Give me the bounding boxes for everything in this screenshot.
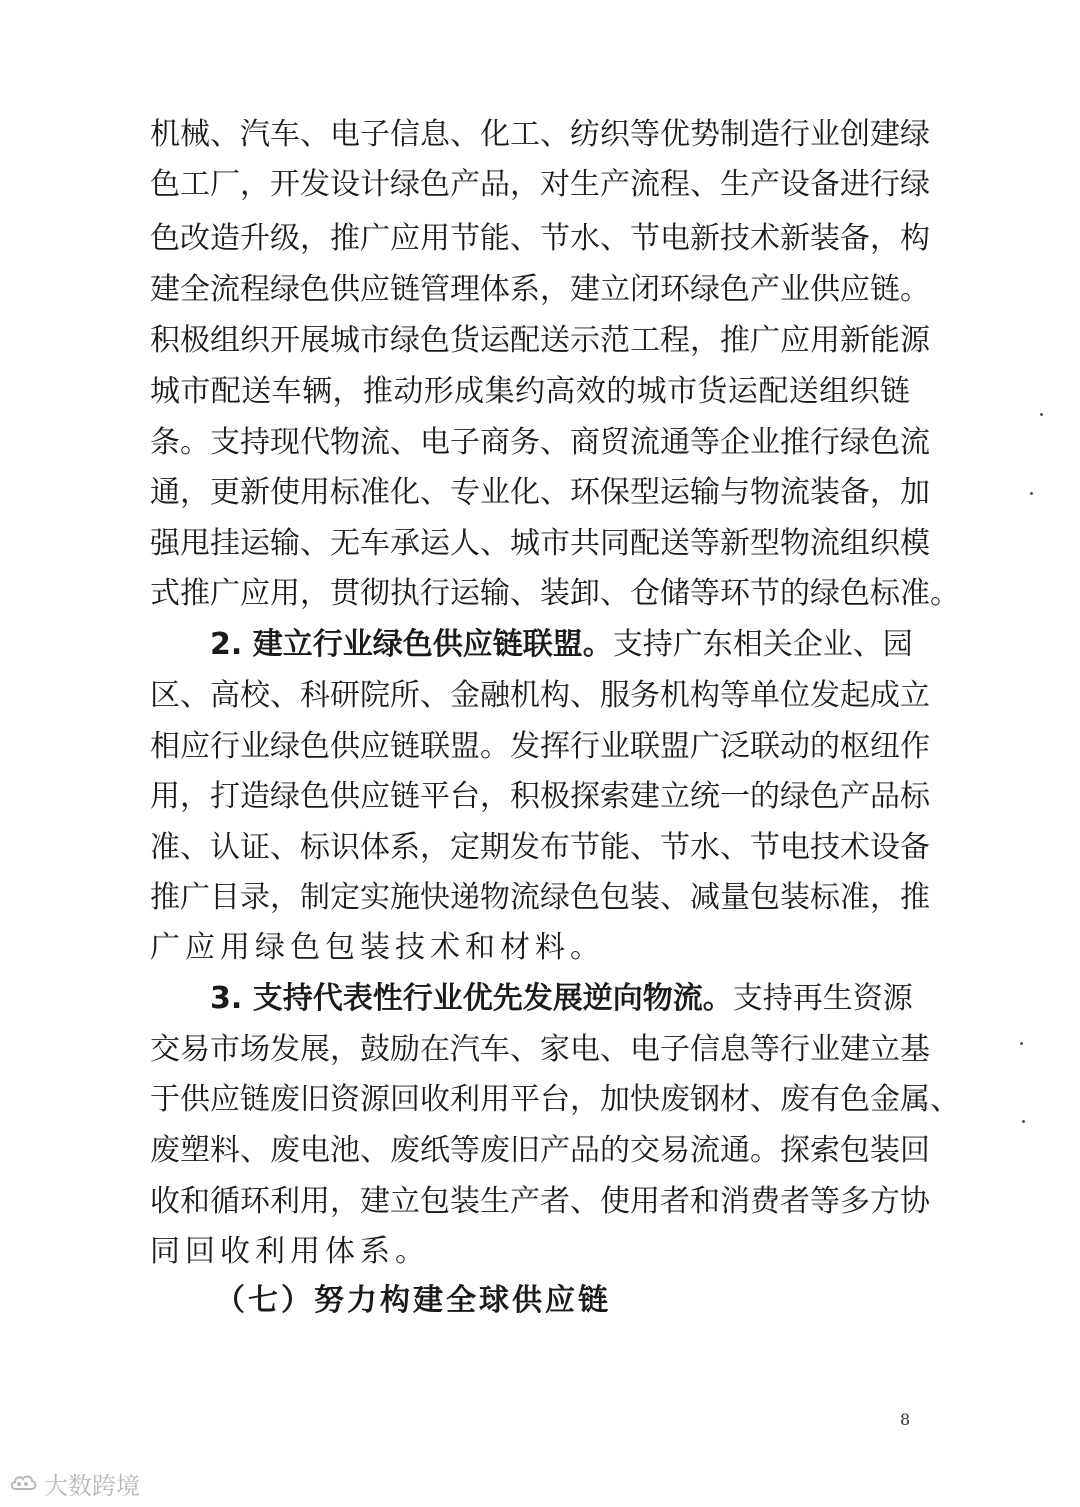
paragraph-lead: 3. 支持代表性行业优先发展逆向物流。 xyxy=(210,981,733,1016)
text-line-first xyxy=(210,979,913,1019)
text-line: 区、高校、科研院所、金融机构、服务机构等单位发起成立 xyxy=(150,678,930,713)
text-line: 城市配送车辆，推动形成集约高效的城市货运配送组织链 xyxy=(150,374,910,409)
text-line: 广应用绿色包装技术和材料。 xyxy=(150,930,605,965)
text-span: 支持广东相关企业、园 xyxy=(612,627,913,662)
cloud-logo-icon xyxy=(8,1471,38,1495)
text-line: 色改造升级，推广应用节能、节水、节电新技术新装备，构 xyxy=(150,221,930,256)
paragraph-lead: 2. 建立行业绿色供应链联盟。 xyxy=(210,627,613,662)
text-line: 推广目录，制定实施快递物流绿色包装、减量包装标准，推 xyxy=(150,880,930,915)
scan-speck xyxy=(1040,413,1043,416)
text-line: 相应行业绿色供应链联盟。发挥行业联盟广泛联动的枢纽作 xyxy=(150,729,930,764)
text-line: 强甩挂运输、无车承运人、城市共同配送等新型物流组织模 xyxy=(150,526,930,561)
text-line: 条。支持现代物流、电子商务、商贸流通等企业推行绿色流 xyxy=(150,425,930,460)
text-line: 废塑料、废电池、废纸等废旧产品的交易流通。探索包装回 xyxy=(150,1133,930,1168)
watermark xyxy=(8,1468,140,1498)
text-line: 用，打造绿色供应链平台，积极探索建立统一的绿色产品标 xyxy=(150,779,930,814)
text-line: 色工厂，开发设计绿色产品，对生产流程、生产设备进行绿 xyxy=(150,167,930,202)
text-line-first xyxy=(210,625,913,665)
text-line: 交易市场发展，鼓励在汽车、家电、电子信息等行业建立基 xyxy=(150,1032,930,1067)
section-heading: （七）努力构建全球供应链 xyxy=(215,1283,611,1318)
text-line: 通，更新使用标准化、专业化、环保型运输与物流装备，加 xyxy=(150,475,930,510)
text-line: 于供应链废旧资源回收利用平台，加快废钢材、废有色金属、 xyxy=(150,1082,960,1117)
text-line: 准、认证、标识体系，定期发布节能、节水、节电技术设备 xyxy=(150,830,930,865)
page-number: 8 xyxy=(900,1410,911,1429)
text-line: 建全流程绿色供应链管理体系，建立闭环绿色产业供应链。 xyxy=(150,272,930,307)
text-line: 收和循环利用，建立包装生产者、使用者和消费者等多方协 xyxy=(150,1184,930,1219)
text-line: 式推广应用，贯彻执行运输、装卸、仓储等环节的绿色标准。 xyxy=(150,576,960,611)
text-line: 同回收利用体系。 xyxy=(150,1234,430,1269)
scan-speck xyxy=(1020,1042,1023,1045)
scan-speck xyxy=(1030,492,1033,495)
text-span: 支持再生资源 xyxy=(732,981,913,1016)
watermark-text: 大数跨境 xyxy=(44,1471,140,1500)
scan-speck xyxy=(1022,1120,1025,1123)
text-line: 机械、汽车、电子信息、化工、纺织等优势制造行业创建绿 xyxy=(150,117,930,152)
text-line: 积极组织开展城市绿色货运配送示范工程，推广应用新能源 xyxy=(150,323,930,358)
